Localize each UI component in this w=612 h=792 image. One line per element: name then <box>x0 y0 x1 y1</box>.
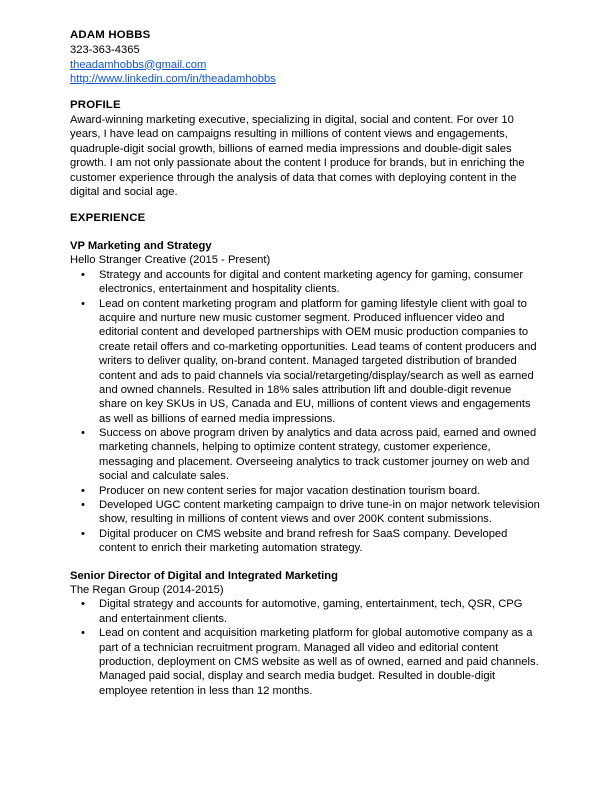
job-organization: Hello Stranger Creative (2015 - Present) <box>70 254 271 267</box>
bullet-item <box>70 297 542 427</box>
bullet-item <box>70 597 542 626</box>
linkedin-line <box>70 72 542 86</box>
bullet-item <box>70 484 542 498</box>
bullet-icon: • <box>81 268 85 281</box>
job-bullet-list <box>70 597 542 698</box>
bullet-icon: • <box>81 297 85 310</box>
resume-document <box>70 28 542 698</box>
bullet-item <box>70 268 542 297</box>
bullet-item <box>70 426 542 484</box>
bullet-text: Lead on content marketing program and platform for gaming lifestyle client with goal to acquire and nurture new music customer segment. Produced influencer video and editorial content and developed partnerships with OEM music production companies to create retail offers and co-marketing opportunities. Lead teams of content producers and writers to deliver quality, on-brand content. Managed targeted distribution of branded content and ads to paid channels via social/retargeting/display/search as well as earned and owned channels. Resulted in 18% sales attribution lift and double-digit revenue share on key SKUs in US, Canada and EU, millions of content views and engagements as well as billions of earned media impressions. <box>99 297 537 425</box>
bullet-icon: • <box>81 598 85 611</box>
job-organization: The Regan Group (2014-2015) <box>70 583 224 596</box>
bullet-text: Lead on content and acquisition marketing platform for global automotive company as a part of a technician recruitment program. Managed all video and editorial content production, deployment on CMS website as well as of owned, earned and paid channels. Managed paid social, display and search media budget. Resulted in double-digit employee retention in less than 12 months. <box>99 627 539 697</box>
bullet-icon: • <box>81 527 85 540</box>
linkedin-link[interactable]: http://www.linkedin.com/in/theadamhobbs <box>70 72 276 85</box>
candidate-name: ADAM HOBBS <box>70 29 151 41</box>
email-line <box>70 58 542 72</box>
bullet-text: Strategy and accounts for digital and content marketing agency for gaming, consumer electronics, entertainment and hospitality clients. <box>99 268 524 296</box>
bullet-text: Success on above program driven by analytics and data across paid, earned and owned marketing channels, helping to optimize content strategy, customer experience, messaging and placement. Overseeing analytics to track customer journey on web and social and calculate sales. <box>99 427 537 483</box>
contact-header <box>70 28 542 86</box>
bullet-text: Digital strategy and accounts for automotive, gaming, entertainment, tech, QSR, CPG and entertainment clients. <box>99 598 523 625</box>
bullet-icon: • <box>81 499 85 512</box>
bullet-icon: • <box>81 484 85 497</box>
job-bullet-list <box>70 268 542 556</box>
section-heading-profile: PROFILE <box>70 99 121 112</box>
bullet-item <box>70 626 542 698</box>
experience-entry <box>70 569 542 699</box>
bullet-text: Developed UGC content marketing campaign to drive tune-in on major network television show, resulting in millions of content views and over 200K content submissions. <box>99 499 540 526</box>
job-title: VP Marketing and Strategy <box>70 239 212 252</box>
bullet-icon: • <box>81 427 85 440</box>
bullet-item <box>70 498 542 527</box>
phone-number: 323-363-4365 <box>70 44 140 57</box>
job-title: Senior Director of Digital and Integrated Marketing <box>70 569 338 582</box>
bullet-icon: • <box>81 627 85 640</box>
section-heading-experience: EXPERIENCE <box>70 212 146 225</box>
bullet-item <box>70 527 542 556</box>
email-link[interactable]: theadamhobbs@gmail.com <box>70 58 207 71</box>
profile-paragraph: Award-winning marketing executive, specializing in digital, social and content. For over 10 years, I have lead on campaigns resulting in millions of content views and engagements, quadruple-digit social growth, billions of earned media impressions and double-digit sales growth. I am not only passionate about the content I produce for brands, but in enriching the customer experience through the analysis of data that comes with deploying content in the digital and social age. <box>70 113 525 198</box>
experience-entry <box>70 239 542 556</box>
bullet-text: Producer on new content series for major vacation destination tourism board. <box>99 484 481 497</box>
bullet-text: Digital producer on CMS website and brand refresh for SaaS company. Developed content to enrich their marketing automation strategy. <box>99 527 508 555</box>
